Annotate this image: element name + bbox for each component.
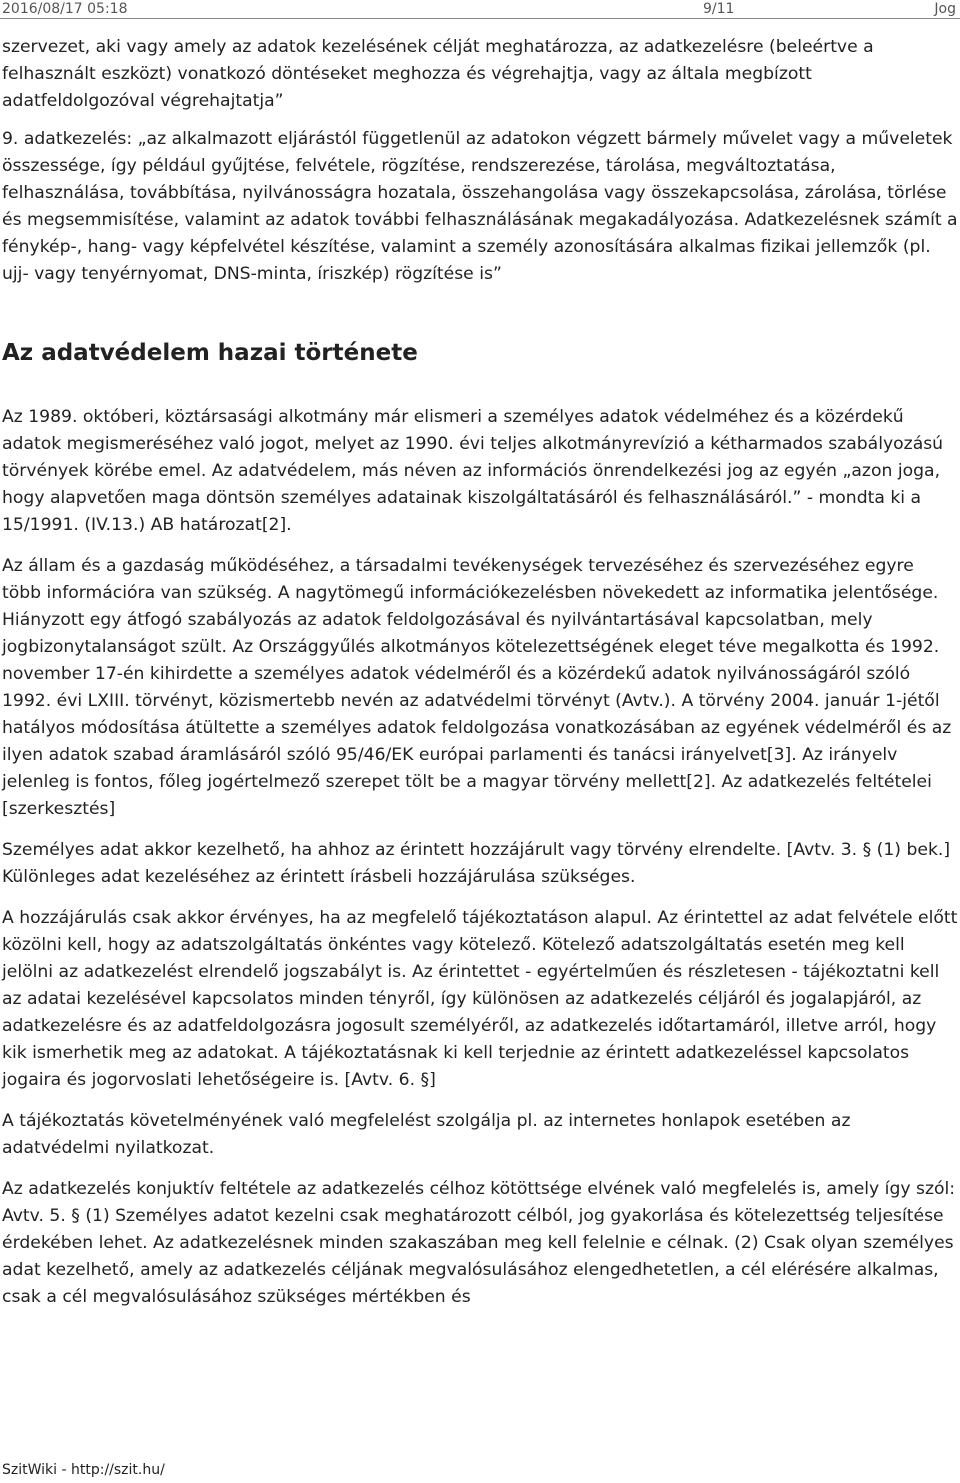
page-footer: SzitWiki - http://szit.hu/ xyxy=(2,1462,165,1478)
page-number: 9/11 xyxy=(703,1,735,17)
paragraph-2: Az állam és a gazdaság működéséhez, a társadalmi tevékenységek tervezéséhez és szervezéséhez egyre több információra van szükség. A nagytömegű információkezelésben növekedett az informatika jelentősége. Hiányzott egy átfogó szabályozás az adatok feldolgozásával és nyilvántartásával kapcsolatban, mely jogbizonytalanságot szült. Az Országgyűlés alkotmányos kötelezettségének eleget téve megalkotta és 1992. november 17-én kihirdette a személyes adatok védelméről és a közérdekű adatok nyilvánosságáról szóló 1992. évi LXIII. törvényt, közismertebb nevén az adatvédelmi törvényt (Avtv.). A törvény 2004. január 1-jétől hatályos módosítása átültette a személyes adatok feldolgozása vonatkozásában az egyének védelméről és az ilyen adatok szabad áramlásáról szóló 95/46/EK európai parlamenti és tanácsi irányelvet[3]. Az irányelv jelenleg is fontos, főleg jogértelmező szerepet tölt be a magyar törvény mellett[2]. Az adatkezelés feltételei [szerkesztés] xyxy=(2,556,952,819)
definition-continuation: szervezet, aki vagy amely az adatok kezelésének célját meghatározza, az adatkezelésre (beleértve a felhasznált eszközt) vonatkozó döntéseket meghozza és végrehajtja, vagy az általa megbízott adatfeldolgozóval végrehajtatja” xyxy=(2,37,874,111)
page-header xyxy=(0,0,960,22)
page-content xyxy=(2,34,958,1311)
paragraph-5: A tájékoztatás követelményének való megfelelést szolgálja pl. az internetes honlapok esetében az adatvédelmi nyilatkozat. xyxy=(2,1111,851,1158)
header-divider xyxy=(0,18,960,19)
document-title: Jog xyxy=(934,1,956,17)
paragraph-3: Személyes adat akkor kezelhető, ha ahhoz az érintett hozzájárult vagy törvény elrendelte. [Avtv. 3. § (1) bek.] Különleges adat kezeléséhez az érintett írásbeli hozzájárulása szükséges. xyxy=(2,840,951,887)
print-date: 2016/08/17 05:18 xyxy=(2,1,128,17)
section-heading: Az adatvédelem hazai története xyxy=(2,340,418,366)
definition-item-9: 9. adatkezelés: „az alkalmazott eljárástól függetlenül az adatokon végzett bármely művelet vagy a műveletek összessége, így például gyűjtése, felvétele, rögzítése, rendszerezése, tárolása, megváltoztatása, felhasználása, továbbítása, nyilvánosságra hozatala, összehangolása vagy összekapcsolása, zárolása, törlése és megsemmisítése, valamint az adatok további felhasználásának megakadályozása. Adatkezelésnek számít a fénykép-, hang- vagy képfelvétel készítése, valamint a személy azonosítására alkalmas fizikai jellemzők (pl. ujj- vagy tenyérnyomat, DNS-minta, íriszkép) rögzítése is” xyxy=(2,129,958,284)
paragraph-1: Az 1989. októberi, köztársasági alkotmány már elismeri a személyes adatok védelméhez és a közérdekű adatok megismeréséhez való jogot, melyet az 1990. évi teljes alkotmányrevízió a kétharmados szabályozású törvények körébe emel. Az adatvédelem, más néven az információs önrendelkezési jog az egyén „azon joga, hogy alapvetően maga döntsön személyes adatainak kiszolgáltatásáról és felhasználásáról.” - mondta ki a 15/1991. (IV.13.) AB határozat[2]. xyxy=(2,407,944,535)
paragraph-6: Az adatkezelés konjuktív feltétele az adatkezelés célhoz kötöttsége elvének való megfelelés is, amely így szól: Avtv. 5. § (1) Személyes adatot kezelni csak meghatározott célból, jog gyakorlása és kötelezettség teljesítése érdekében lehet. Az adatkezelésnek minden szakaszában meg kell felelnie e célnak. (2) Csak olyan személyes adat kezelhető, amely az adatkezelés céljának megvalósulásához elengedhetetlen, a cél elérésére alkalmas, csak a cél megvalósulásához szükséges mértékben és xyxy=(2,1179,956,1307)
paragraph-4: A hozzájárulás csak akkor érvényes, ha az megfelelő tájékoztatáson alapul. Az érintettel az adat felvétele előtt közölni kell, hogy az adatszolgáltatás önkéntes vagy kötelező. Kötelező adatszolgáltatás esetén meg kell jelölni az adatkezelést elrendelő jogszabályt is. Az érintettet - egyértelműen és részletesen - tájékoztatni kell az adatai kezelésével kapcsolatos minden tényről, így különösen az adatkezelés céljáról és jogalapjáról, az adatkezelésre és az adatfeldolgozásra jogosult személyéről, az adatkezelés időtartamáról, illetve arról, hogy kik ismerhetik meg az adatokat. A tájékoztatásnak ki kell terjednie az érintett adatkezeléssel kapcsolatos jogaira és jogorvoslati lehetőségeire is. [Avtv. 6. §] xyxy=(2,908,958,1090)
